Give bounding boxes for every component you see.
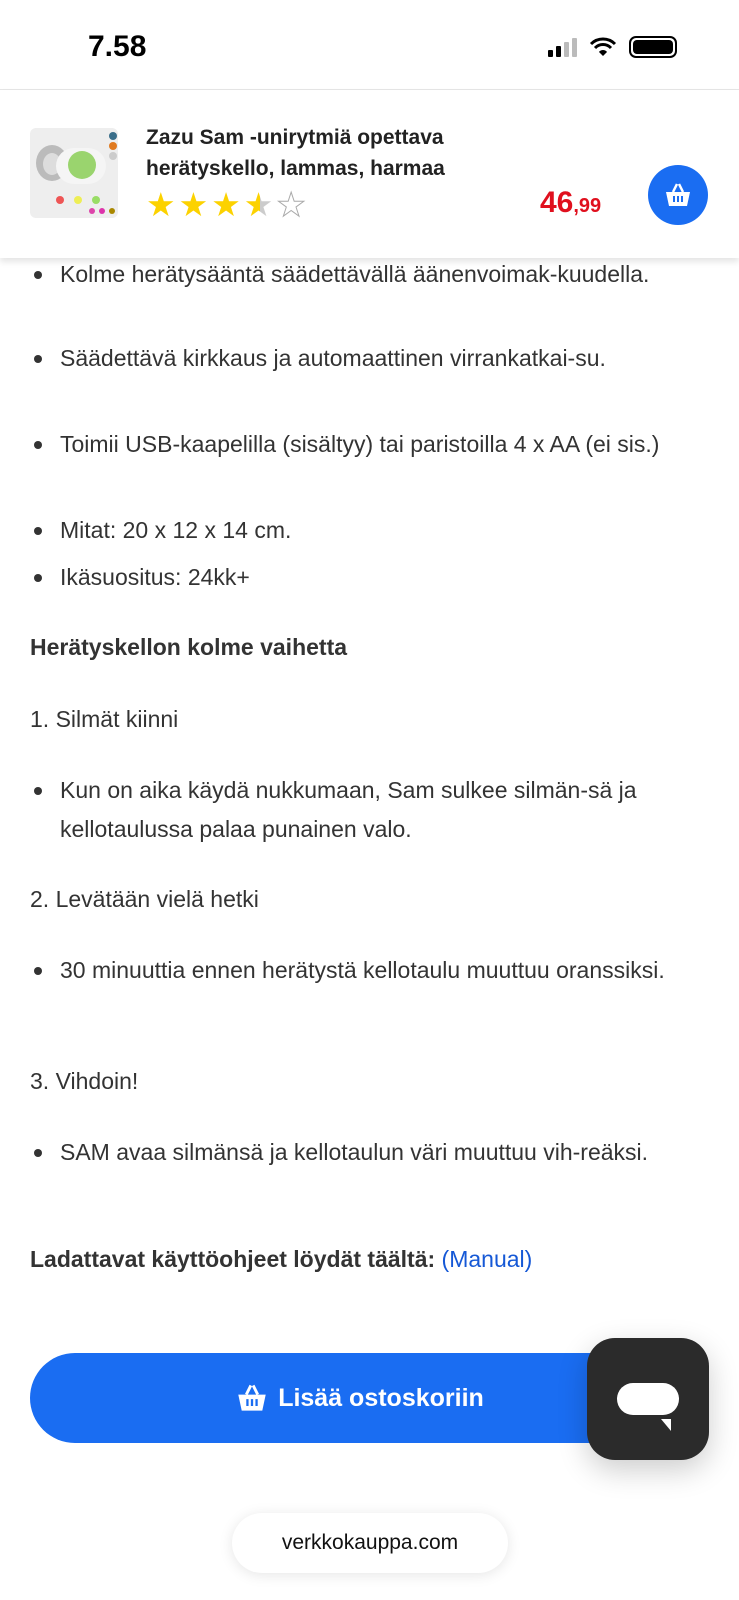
manual-row (30, 1240, 720, 1279)
url-bar[interactable]: verkkokauppa.com (232, 1513, 508, 1573)
step-title: 2. Levätään vielä hetki (30, 886, 259, 912)
step-title: 1. Silmät kiinni (30, 706, 179, 732)
status-time: 7.58 (88, 30, 147, 63)
signal-icon (548, 38, 577, 57)
bullet-item: Toimii USB-kaapelilla (sisältyy) tai paristoilla 4 x AA (ei sis.) (30, 425, 720, 464)
product-title: Zazu Sam -unirytmiä opettava herätyskello, lammas, harmaa (146, 126, 445, 180)
battery-icon (629, 36, 677, 58)
star-full-icon: ★ (211, 186, 241, 223)
chat-bubble-icon (617, 1383, 679, 1415)
bullet-item: Säädettävä kirkkaus ja automaattinen virrankatkai-su. (30, 339, 720, 378)
bullet-item: Ikäsuositus: 24kk+ (30, 558, 720, 597)
chat-button[interactable] (587, 1338, 709, 1460)
bullet-item: Mitat: 20 x 12 x 14 cm. (30, 511, 720, 550)
rating-stars (146, 188, 306, 221)
star-empty-icon: ★ (276, 186, 306, 223)
basket-icon (236, 1383, 268, 1413)
section-heading: Herätyskellon kolme vaihetta (30, 634, 348, 660)
manual-label: Ladattavat käyttöohjeet löydät täältä: (30, 1246, 436, 1272)
wifi-icon (589, 37, 617, 57)
step-title: 3. Vihdoin! (30, 1068, 139, 1094)
status-bar (0, 0, 739, 90)
product-price (540, 186, 601, 220)
price-whole: 46 (540, 186, 574, 219)
product-sticky-header (0, 90, 739, 258)
bullet-item: Kolme herätysääntä säädettävällä äänenvoimak-kuudella. (30, 255, 720, 294)
product-thumbnail[interactable] (30, 128, 118, 218)
bullet-item: 30 minuuttia ennen herätystä kellotaulu muuttuu oranssiksi. (30, 951, 720, 990)
star-full-icon: ★ (178, 186, 209, 223)
add-to-cart-icon-button[interactable] (648, 165, 708, 225)
manual-link[interactable]: (Manual) (441, 1246, 533, 1272)
star-full-icon: ★ (146, 186, 176, 223)
bullet-item: Kun on aika käydä nukkumaan, Sam sulkee silmän-sä ja kellotaulussa palaa punainen valo. (30, 771, 720, 849)
price-decimals: ,99 (573, 195, 602, 217)
basket-icon (664, 182, 692, 208)
bullet-item: SAM avaa silmänsä ja kellotaulun väri muuttuu vih-reäksi. (30, 1133, 720, 1172)
add-to-cart-label: Lisää ostoskoriin (278, 1383, 484, 1412)
add-to-cart-button[interactable] (30, 1353, 670, 1443)
star-half-icon: ★ (243, 186, 274, 223)
